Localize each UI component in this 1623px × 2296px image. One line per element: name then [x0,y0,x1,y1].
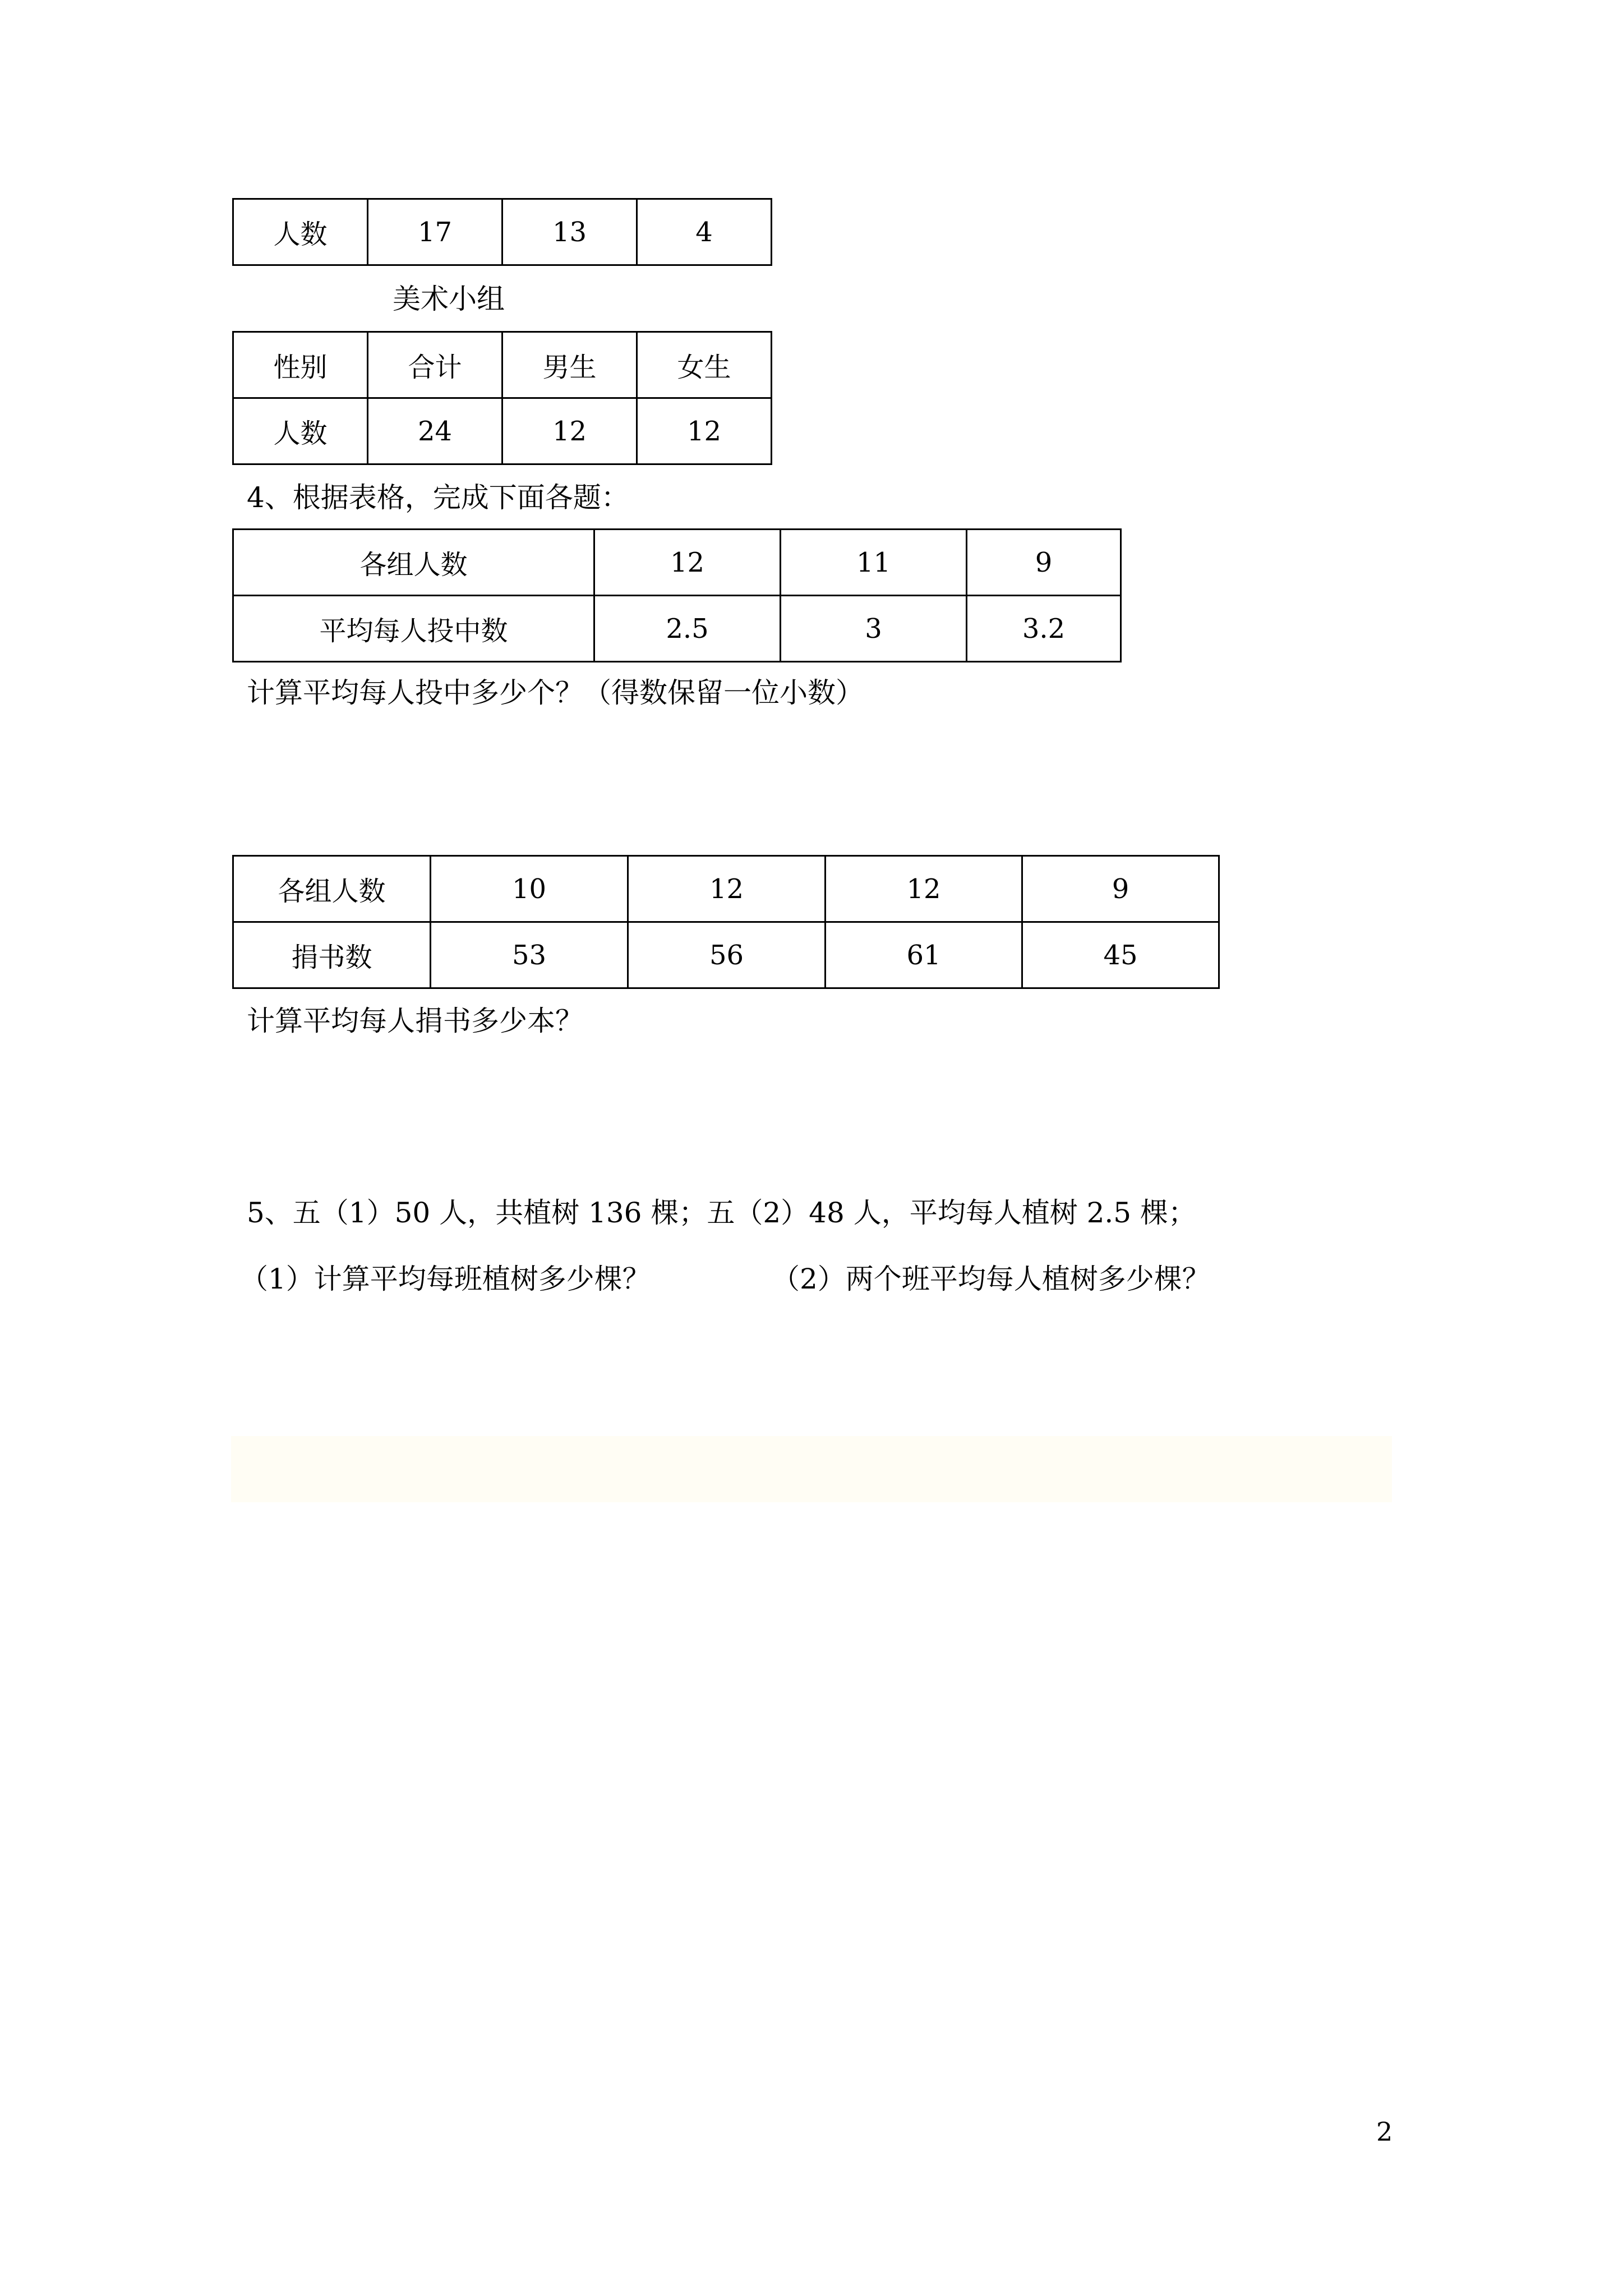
table-cell: 男生 [502,332,637,398]
table-cell: 53 [431,922,628,988]
page-number: 2 [1376,2116,1393,2147]
table-shots [232,528,1122,662]
question-4-prompt-2: 计算平均每人捐书多少本？ [247,1005,583,1037]
table-cell: 61 [826,922,1022,988]
table-cell: 各组人数 [233,856,431,922]
table-cell: 12 [594,530,781,596]
table-cell: 平均每人投中数 [233,596,594,662]
table-row [233,856,1219,922]
question-5-sub-1: （1）计算平均每班植树多少棵？ [240,1263,651,1295]
table-cell: 10 [431,856,628,922]
table-cell: 3 [781,596,967,662]
table-cell: 3.2 [967,596,1121,662]
table-cell: 9 [1022,856,1219,922]
table-cell: 4 [637,199,772,265]
table-row [233,596,1121,662]
shaded-band [231,1436,1392,1502]
table-row [233,332,772,398]
table-cell: 12 [628,856,826,922]
table-cell: 13 [502,199,637,265]
table-row [233,530,1121,596]
table-cell: 捐书数 [233,922,431,988]
table-art-group [232,331,772,465]
table-cell: 9 [967,530,1121,596]
table-row [233,398,772,464]
table-row [233,922,1219,988]
table-row [233,199,772,265]
table-cell: 17 [368,199,502,265]
question-4-prompt-1: 计算平均每人投中多少个？（得数保留一位小数） [247,677,864,709]
table-cell: 11 [781,530,967,596]
table-top-counts [232,198,772,266]
table-cell: 合计 [368,332,502,398]
table-cell: 性别 [233,332,368,398]
table-cell: 24 [368,398,502,464]
table-cell: 56 [628,922,826,988]
table-cell: 2.5 [594,596,781,662]
table-cell: 人数 [233,199,368,265]
table-cell: 人数 [233,398,368,464]
question-5-sub-2: （2）两个班平均每人植树多少棵？ [772,1263,1210,1295]
table-cell: 12 [502,398,637,464]
table-book-donation [232,855,1220,989]
table-cell: 12 [826,856,1022,922]
table-cell: 各组人数 [233,530,594,596]
art-group-caption: 美术小组 [393,283,505,315]
question-4-heading: 4、根据表格，完成下面各题： [247,481,629,514]
table-cell: 12 [637,398,772,464]
table-cell: 45 [1022,922,1219,988]
table-cell: 女生 [637,332,772,398]
question-5-heading: 5、五（1）50 人，共植树 136 棵；五（2）48 人，平均每人植树 2.5 棵； [247,1197,1196,1229]
